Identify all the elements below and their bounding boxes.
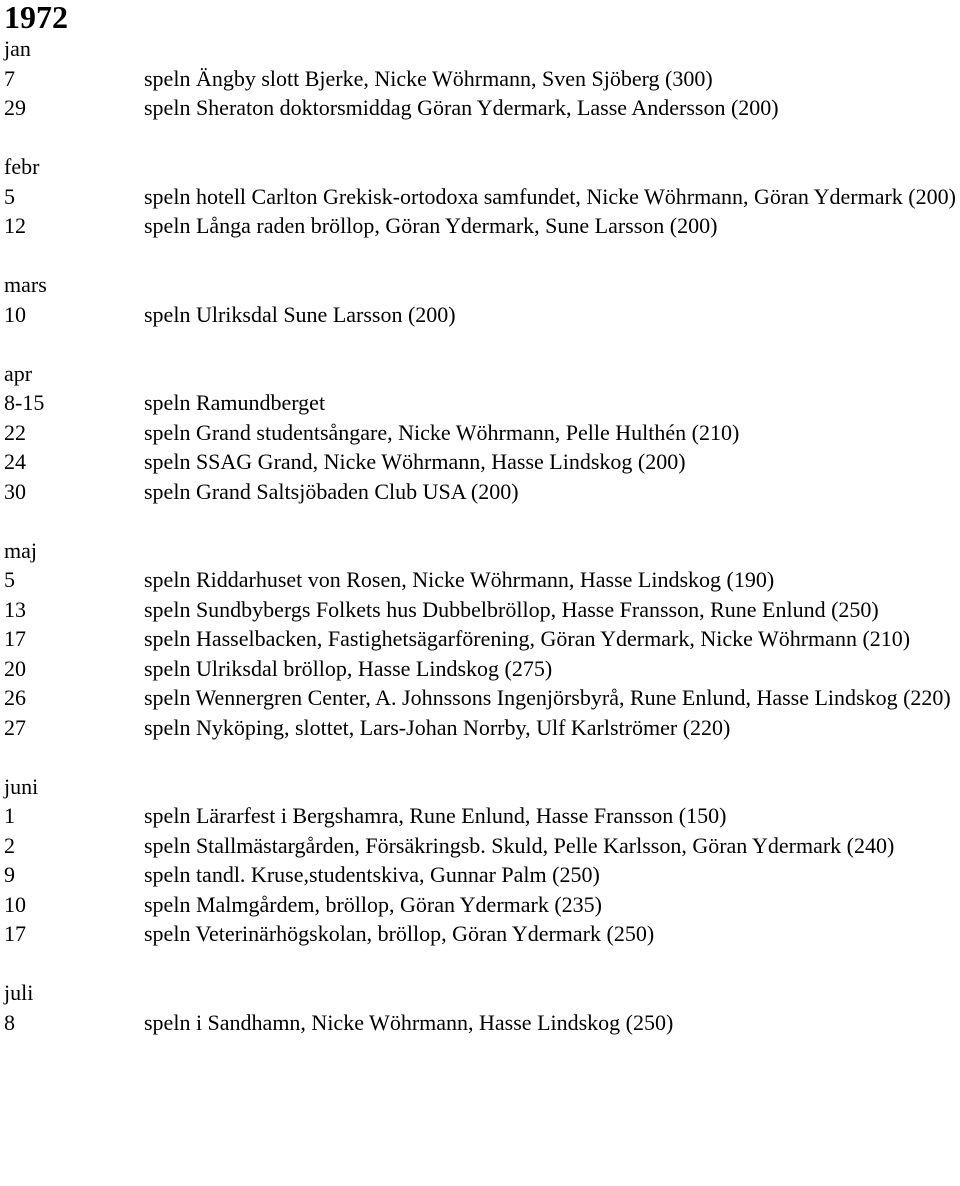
entry-text: speln Nyköping, slottet, Lars-Johan Norrby, Ulf Karlströmer (220) xyxy=(144,714,731,740)
entry-row xyxy=(4,477,960,507)
year-heading: 1972 xyxy=(4,0,68,35)
entry-row xyxy=(4,595,960,625)
entry-row xyxy=(4,1008,960,1038)
entry-day: 20 xyxy=(4,655,26,681)
month-name: jan xyxy=(4,36,31,61)
entry-row xyxy=(4,860,960,890)
entry-text: speln Grand Saltsjöbaden Club USA (200) xyxy=(144,478,519,504)
entry-day: 22 xyxy=(4,419,26,445)
entry-day: 17 xyxy=(4,626,26,651)
entry-row xyxy=(4,447,960,477)
entry-text: speln i Sandhamn, Nicke Wöhrmann, Hasse Lindskog (250) xyxy=(144,1009,674,1035)
entry-row xyxy=(4,64,960,94)
entry-text: speln Ulriksdal bröllop, Hasse Lindskog (275) xyxy=(144,655,553,681)
month-name: mars xyxy=(4,272,47,297)
entry-text: speln Lärarfest i Bergshamra, Rune Enlund, Hasse Fransson (150) xyxy=(144,803,727,828)
month-section xyxy=(4,359,960,507)
section-gap xyxy=(4,123,960,153)
entry-day: 5 xyxy=(4,183,15,209)
entry-day: 10 xyxy=(4,301,26,327)
entry-row xyxy=(4,831,960,861)
entry-day: 26 xyxy=(4,685,26,710)
month-section xyxy=(4,536,960,743)
entry-row xyxy=(4,211,960,241)
entry-text: speln Sundbybergs Folkets hus Dubbelbröllop, Hasse Fransson, Rune Enlund (250) xyxy=(144,596,879,622)
month-name: maj xyxy=(4,537,37,563)
entry-day: 13 xyxy=(4,596,26,622)
entry-day: 10 xyxy=(4,891,26,917)
month-name: juni xyxy=(4,773,39,799)
entry-row xyxy=(4,565,960,595)
entry-day: 7 xyxy=(4,65,15,91)
entry-row xyxy=(4,683,960,713)
entry-day: 9 xyxy=(4,862,15,887)
entry-text: speln SSAG Grand, Nicke Wöhrmann, Hasse Lindskog (200) xyxy=(144,449,686,474)
entry-day: 8-15 xyxy=(4,390,45,415)
entry-row xyxy=(4,388,960,418)
entry-day: 5 xyxy=(4,567,15,592)
entry-row xyxy=(4,919,960,949)
month-section xyxy=(4,152,960,241)
section-gap xyxy=(4,742,960,772)
entry-row xyxy=(4,418,960,448)
entry-text: speln hotell Carlton Grekisk-ortodoxa samfundet, Nicke Wöhrmann, Göran Ydermark (200) xyxy=(144,183,956,209)
section-gap xyxy=(4,506,960,536)
entry-day: 8 xyxy=(4,1009,15,1035)
month-section xyxy=(4,34,960,123)
entry-text: speln Veterinärhögskolan, bröllop, Göran Ydermark (250) xyxy=(144,921,655,946)
entry-row xyxy=(4,890,960,920)
month-section xyxy=(4,270,960,329)
entry-day: 27 xyxy=(4,714,26,740)
entry-day: 1 xyxy=(4,803,15,828)
entry-day: 2 xyxy=(4,832,15,858)
month-name: juli xyxy=(4,980,34,1005)
entry-text: speln Stallmästargården, Försäkringsb. Skuld, Pelle Karlsson, Göran Ydermark (240) xyxy=(144,832,895,858)
month-name: febr xyxy=(4,154,40,179)
entry-row xyxy=(4,624,960,654)
section-gap xyxy=(4,241,960,271)
entry-day: 17 xyxy=(4,921,26,946)
entry-text: speln Wennergren Center, A. Johnssons Ingenjörsbyrå, Rune Enlund, Hasse Lindskog (220) xyxy=(144,685,951,710)
entry-text: speln Ulriksdal Sune Larsson (200) xyxy=(144,301,456,327)
entry-text: speln Grand studentsångare, Nicke Wöhrmann, Pelle Hulthén (210) xyxy=(144,419,740,445)
month-section xyxy=(4,772,960,949)
entry-day: 12 xyxy=(4,213,26,238)
month-name: apr xyxy=(4,360,33,386)
entry-day: 30 xyxy=(4,478,26,504)
month-section xyxy=(4,978,960,1037)
section-gap xyxy=(4,329,960,359)
entry-text: speln Riddarhuset von Rosen, Nicke Wöhrmann, Hasse Lindskog (190) xyxy=(144,567,775,592)
entry-day: 29 xyxy=(4,95,26,120)
entry-row xyxy=(4,713,960,743)
entry-row xyxy=(4,182,960,212)
entry-text: speln Ramundberget xyxy=(144,390,326,415)
entry-text: speln Malmgårdem, bröllop, Göran Ydermark (235) xyxy=(144,891,603,917)
entry-day: 24 xyxy=(4,449,26,474)
month-list xyxy=(4,34,960,1037)
entry-text: speln Ängby slott Bjerke, Nicke Wöhrmann, Sven Sjöberg (300) xyxy=(144,65,713,91)
entry-row xyxy=(4,300,960,330)
entry-row xyxy=(4,93,960,123)
entry-row xyxy=(4,801,960,831)
entry-text: speln Långa raden bröllop, Göran Ydermark, Sune Larsson (200) xyxy=(144,213,718,238)
entry-text: speln tandl. Kruse,studentskiva, Gunnar Palm (250) xyxy=(144,862,600,887)
entry-row xyxy=(4,654,960,684)
entry-text: speln Hasselbacken, Fastighetsägarförening, Göran Ydermark, Nicke Wöhrmann (210) xyxy=(144,626,911,651)
entry-text: speln Sheraton doktorsmiddag Göran Ydermark, Lasse Andersson (200) xyxy=(144,95,779,120)
section-gap xyxy=(4,949,960,979)
